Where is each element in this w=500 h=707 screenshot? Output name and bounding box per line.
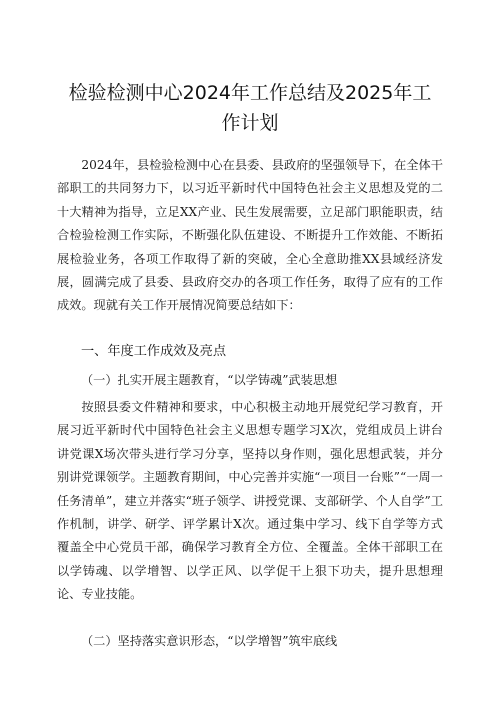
subsection-1-paragraph: 按照县委文件精神和要求，中心积极主动地开展党纪学习教育，开展习近平新时代中国特色社会主义思想专题学习X次，党组成员上讲台讲党课X场次带头进行学习分享，坚持以身作则，强化思想武装，并分别讲党课领学。主题教育期间，中心完善并实施“一项目一台账”“一周一任务清单”，建立并落实“班子领学、讲授党课、支部研学、个人自学”工作机制，讲学、研学、评学累计X次。通过集中学习、线下自学等方式覆盖全中心党员干部，确保学习教育全方位、全覆盖。全体干部职工在以学铸魂、以学增智、以学正风、以学促干上狠下功夫，提升思想理论、专业技能。 <box>57 400 443 602</box>
subsection-heading-2: （二）坚持落实意识形态，“以学增智”筑牢底线 <box>81 634 338 648</box>
intro-paragraph: 2024年，县检验检测中心在县委、县政府的坚强领导下，在全体干部职工的共同努力下，以习近平新时代中国特色社会主义思想及党的二十大精神为指导，立足XX产业、民生发展需要，立足部门职能职责，结合检验检测工作实际，不断强化队伍建设、不断提升工作效能、不断拓展检验业务，各项工作取得了新的突破，全心全意助推XX县域经济发展，圆满完成了县委、县政府交办的各项工作任务，取得了应有的工作成效。现就有关工作开展情况简要总结如下： <box>57 158 443 313</box>
section-heading-1: 一、年度工作成效及亮点 <box>81 344 227 359</box>
document-title: 检验检测中心2024年工作总结及2025年工作计划 <box>68 82 432 134</box>
subsection-heading-1: （一）扎实开展主题教育，“以学铸魂”武装思想 <box>81 373 338 387</box>
